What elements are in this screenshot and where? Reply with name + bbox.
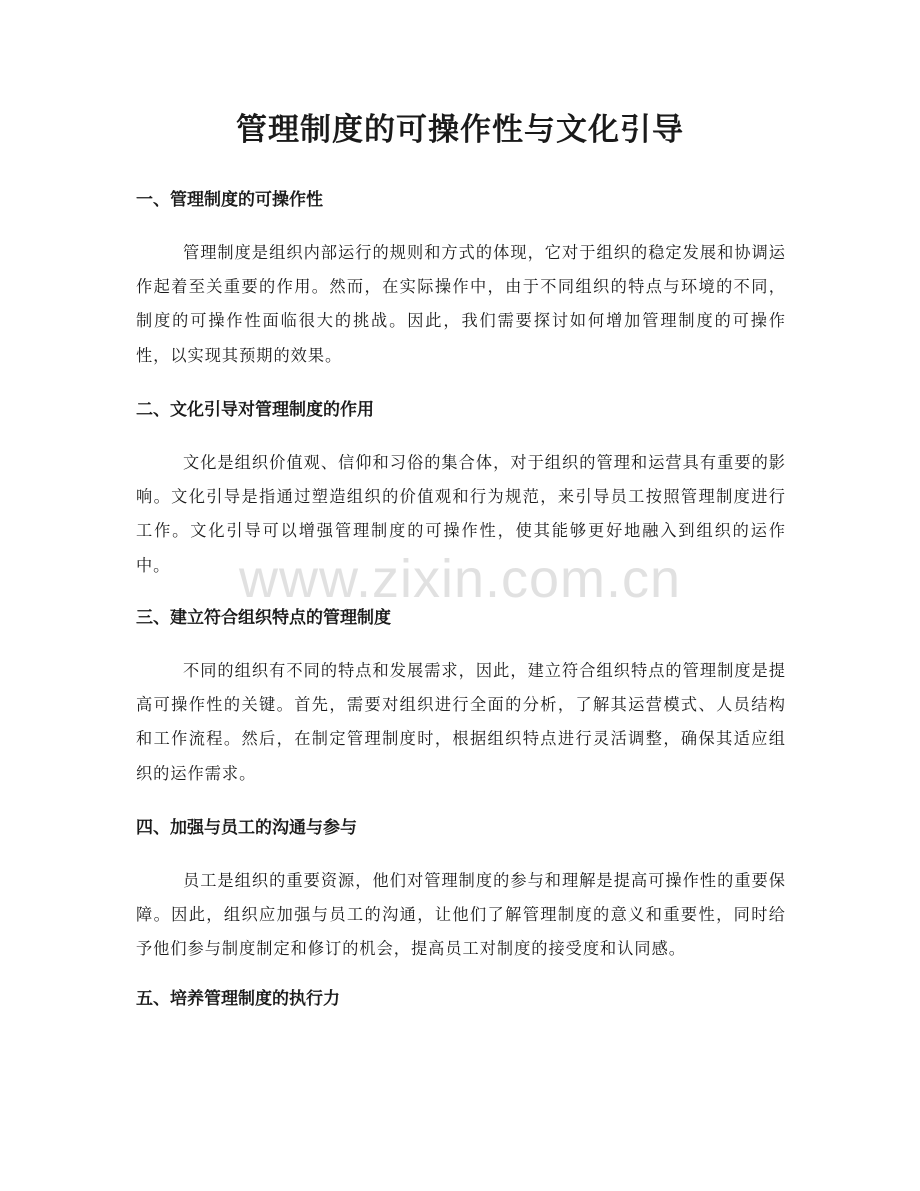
section-heading: 二、文化引导对管理制度的作用: [136, 400, 374, 420]
section-4: [136, 814, 786, 967]
section-3: [136, 604, 786, 791]
section-heading: 四、加强与员工的沟通与参与: [136, 818, 357, 838]
section-heading: 一、管理制度的可操作性: [136, 190, 323, 210]
document-title: 管理制度的可操作性与文化引导: [236, 112, 684, 148]
section-paragraph: 员工是组织的重要资源，他们对管理制度的参与和理解是提高可操作性的重要保障。因此，组织应加强与员工的沟通，让他们了解管理制度的意义和重要性，同时给予他们参与制度制定和修订的机会，提高员工对制度的接受度和认同感。: [136, 871, 786, 959]
section-2: [136, 396, 786, 583]
watermark-text: www.zixin.com.cn: [238, 549, 682, 609]
section-5: [136, 985, 786, 1013]
section-1: [136, 186, 786, 373]
section-paragraph: 文化是组织价值观、信仰和习俗的集合体，对于组织的管理和运营具有重要的影响。文化引导是指通过塑造组织的价值观和行为规范，来引导员工按照管理制度进行工作。文化引导可以增强管理制度的可操作性，使其能够更好地融入到组织的运作中。: [136, 453, 786, 575]
section-paragraph: 不同的组织有不同的特点和发展需求，因此，建立符合组织特点的管理制度是提高可操作性的关键。首先，需要对组织进行全面的分析，了解其运营模式、人员结构和工作流程。然后，在制定管理制度时，根据组织特点进行灵活调整，确保其适应组织的运作需求。: [136, 661, 786, 783]
section-heading: 三、建立符合组织特点的管理制度: [136, 608, 391, 628]
section-paragraph: 管理制度是组织内部运行的规则和方式的体现，它对于组织的稳定发展和协调运作起着至关重要的作用。然而，在实际操作中，由于不同组织的特点与环境的不同，制度的可操作性面临很大的挑战。因此，我们需要探讨如何增加管理制度的可操作性，以实现其预期的效果。: [136, 243, 786, 365]
section-heading: 五、培养管理制度的执行力: [136, 989, 340, 1009]
